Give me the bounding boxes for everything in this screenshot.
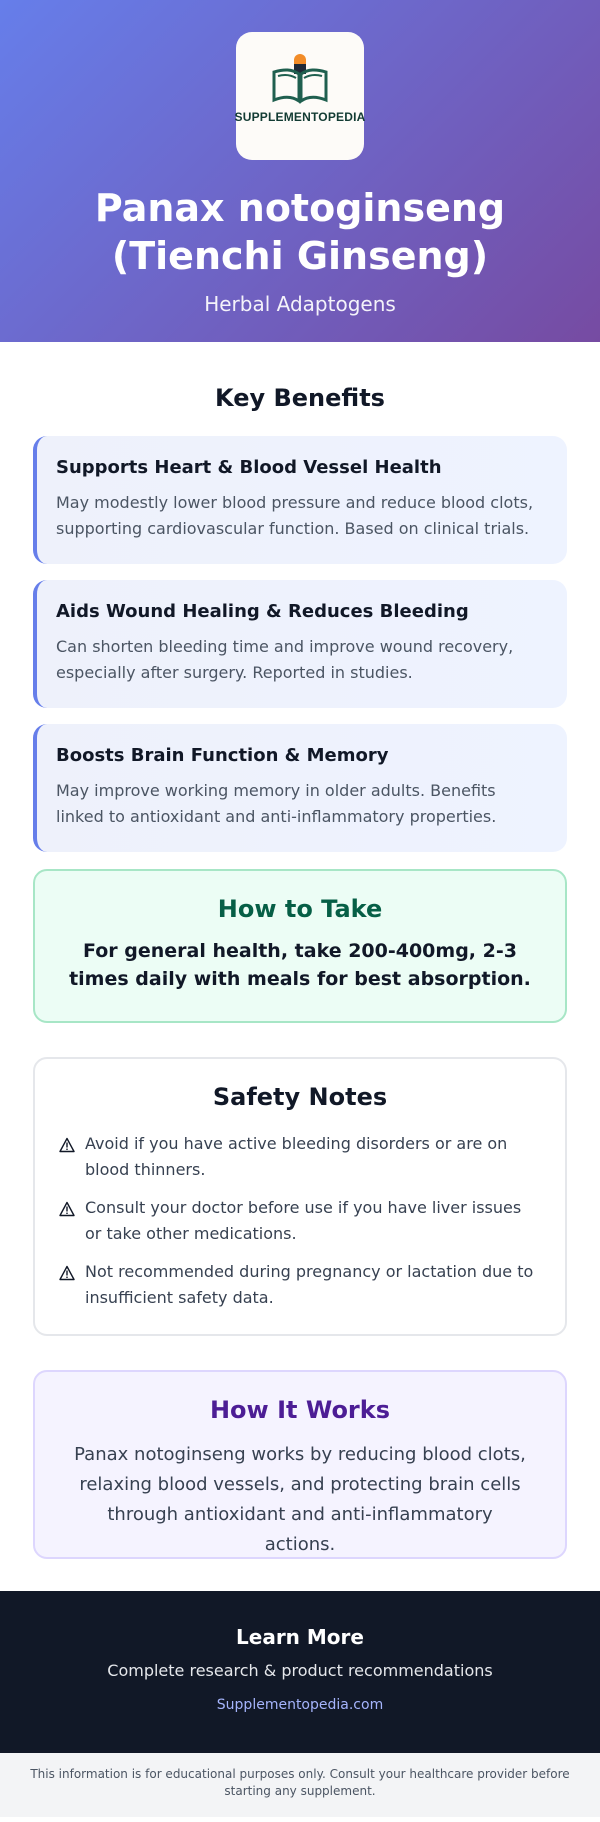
benefit-title: Supports Heart & Blood Vessel Health: [56, 457, 442, 478]
how-it-works-text: Panax notoginseng works by reducing blood clots, relaxing blood vessels, and protecting brain cells through antioxidant and anti-inflammatory actions.: [74, 1444, 526, 1555]
key-benefits-heading: Key Benefits: [215, 384, 385, 412]
safety-notes-card: [33, 1057, 567, 1336]
safety-item-text: Avoid if you have active bleeding disorders or are on blood thinners.: [85, 1134, 508, 1179]
benefit-title: Boosts Brain Function & Memory: [56, 745, 389, 766]
how-it-works-card: [33, 1370, 567, 1559]
safety-item: [59, 1195, 541, 1247]
warning-icon: [59, 1265, 75, 1281]
warning-icon: [59, 1137, 75, 1153]
benefit-title: Aids Wound Healing & Reduces Bleeding: [56, 601, 469, 622]
page-category: Herbal Adaptogens: [204, 292, 396, 316]
benefit-card: [33, 436, 567, 564]
benefit-card: [33, 724, 567, 852]
warning-icon: [59, 1201, 75, 1217]
key-benefits-section: [0, 374, 600, 852]
safety-item-text: Not recommended during pregnancy or lactation due to insufficient safety data.: [85, 1262, 534, 1307]
how-it-works-heading: How It Works: [209, 1396, 391, 1424]
brand-logo[interactable]: [236, 32, 364, 160]
safety-notes-heading: Safety Notes: [212, 1083, 388, 1111]
dosage-text: For general health, take 200-400mg, 2-3 times daily with meals for best absorption.: [69, 940, 531, 990]
how-to-take-heading: How to Take: [217, 895, 383, 923]
learn-more-footer: [0, 1591, 600, 1753]
learn-more-heading: Learn More: [236, 1625, 364, 1649]
book-pill-icon: [268, 54, 332, 106]
safety-item-text: Consult your doctor before use if you have liver issues or take other medications.: [85, 1198, 522, 1243]
benefit-card: [33, 580, 567, 708]
how-to-take-card: [33, 869, 567, 1023]
benefit-text: May improve working memory in older adults. Benefits linked to antioxidant and anti-inflammatory properties.: [56, 781, 497, 826]
safety-list: [59, 1131, 541, 1311]
benefit-text: May modestly lower blood pressure and reduce blood clots, supporting cardiovascular function. Based on clinical trials.: [56, 493, 534, 538]
disclaimer-text: This information is for educational purposes only. Consult your healthcare provider before starting any supplement.: [0, 1753, 600, 1817]
site-link[interactable]: Supplementopedia.com: [216, 1697, 384, 1713]
learn-more-subtitle: Complete research & product recommendations: [107, 1661, 493, 1680]
page-title: Panax notoginseng (Tienchi Ginseng): [94, 186, 506, 278]
brand-logo-text: SUPPLEMENTOPEDIA: [234, 110, 366, 124]
safety-item: [59, 1259, 541, 1311]
benefit-text: Can shorten bleeding time and improve wound recovery, especially after surgery. Reported in studies.: [56, 637, 514, 682]
hero-header: [0, 0, 600, 342]
safety-item: [59, 1131, 541, 1183]
